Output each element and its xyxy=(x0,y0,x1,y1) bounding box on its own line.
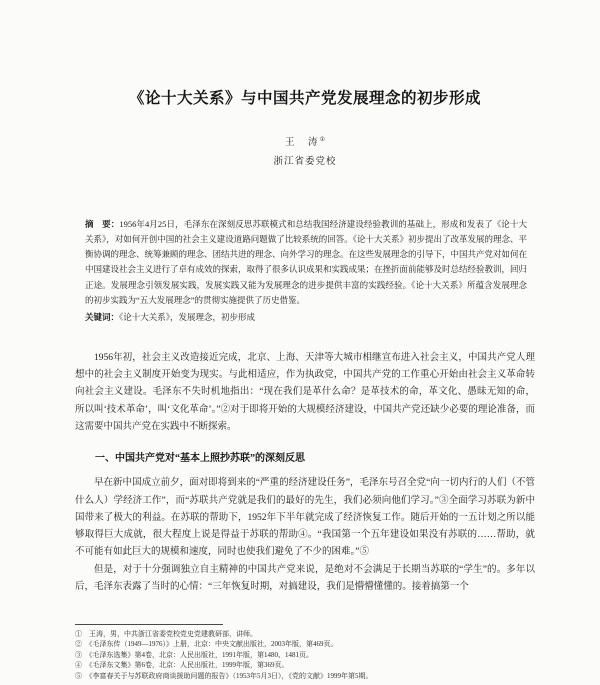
author-line xyxy=(75,134,535,148)
body-paragraph: 早在新中国成立前夕，面对即将到来的“严重的经济建设任务”，毛泽东号召全党“向一切内行的人们（不管什么人）学经济工作”，而“苏联共产党就是我们的最好的先生，我们必须向他们学习。”③全面学习苏联为新中国带来了极大的利益。在苏联的帮助下，1952年下半年就完成了经济恢复工作。随后开始的一五计划之所以能够取得巨大成就，很大程度上说是得益于苏联的帮助④。“我国第一个五年建设如果没有苏联的……帮助，就不可能有如此巨大的规模和速度，同时也使我们避免了不少的困难。”⑤ xyxy=(75,478,535,558)
abstract-text: 1956年4月25日，毛泽东在深刻反思苏联模式和总结我国经济建设经验教训的基础上，形成和发表了《论十大关系》，对如何开创中国的社会主义建设道路问题做了比较系统的回答。《论十大关系》初步提出了改革发展的理念、平衡协调的理念、统筹兼顾的理念、团结共进的理念、向外学习的理念。在这些发展理念的引导下，中国共产党对如何在中国建设社会主义进行了卓有成效的探索，取得了很多认识成果和实践成果；在挫折面前能够及时总结经验教训，回归正途。发展理念引领发展实践，发展实践又能为发展理念的进步提供丰富的实践经验。《论十大关系》所蕴含发展理念的初步实践为“五大发展理念”的贯彻实施提供了历史借鉴。 xyxy=(85,219,528,305)
paper-title: 《论十大关系》与中国共产党发展理念的初步形成 xyxy=(128,90,481,107)
body-paragraph-intro: 1956年初，社会主义改造接近完成，北京、上海、天津等大城市相继宣布进入社会主义，中国共产党人理想中的社会主义制度开始变为现实。与此相适应，作为执政党，中国共产党的工作重心开始由社会主义革命转向社会主义建设。毛泽东不失时机地指出：“现在我们是革什么命？是革技术的命，革文化、愚昧无知的命，所以叫‘技术革命’，叫‘文化革命’。”②对于即将开始的大规模经济建设，中国共产党还缺少必要的理论准备，而这需要中国共产党在实践中不断探索。 xyxy=(75,352,535,432)
footnote: ④ 《毛泽东文集》第6卷，北京：人民出版社，1999年版，第369页。 xyxy=(75,661,289,669)
body-paragraph: 但是，对于十分强调独立自主精神的中国共产党来说，是绝对不会满足于长期当苏联的“学生”的。多年以后，毛泽东表露了当时的心情：“三年恢复时期，对搞建设，我们是懵懵懂懂的。接着搞第一个 xyxy=(75,564,535,592)
keywords-text: 《论十大关系》，发展理念，初步形成 xyxy=(119,311,256,322)
abstract-label: 摘 要： xyxy=(85,219,120,229)
abstract-block xyxy=(85,217,527,308)
author-footnote-mark: ① xyxy=(319,136,325,143)
footnote: ② 《毛泽东传（1949—1976）》上册，北京：中央文献出版社，2003年版，第469页。 xyxy=(75,640,338,648)
keywords-block xyxy=(85,310,527,325)
footnote-author: ① 王涛，男，中共浙江省委党校党史党建教研部，讲师。 xyxy=(75,629,257,638)
keywords-label: 关键词： xyxy=(85,311,120,322)
footnote: ③ 《毛泽东选集》第4卷，北京：人民出版社，1991年版，第1480、1481页。 xyxy=(75,650,313,659)
footnote-divider xyxy=(75,624,223,625)
author-affiliation: 浙江省委党校 xyxy=(273,157,337,167)
author-name: 王 涛 xyxy=(285,138,320,148)
footnote: ⑤ 《李富春关于与苏联政府商谈援助问题的报告》（1953年5月3日），《党的文献》1999年第5期。 xyxy=(75,671,373,680)
footnotes-area xyxy=(75,624,530,682)
section-heading-1: 一、中国共产党对“基本上照抄苏联”的深刻反思 xyxy=(95,453,305,465)
